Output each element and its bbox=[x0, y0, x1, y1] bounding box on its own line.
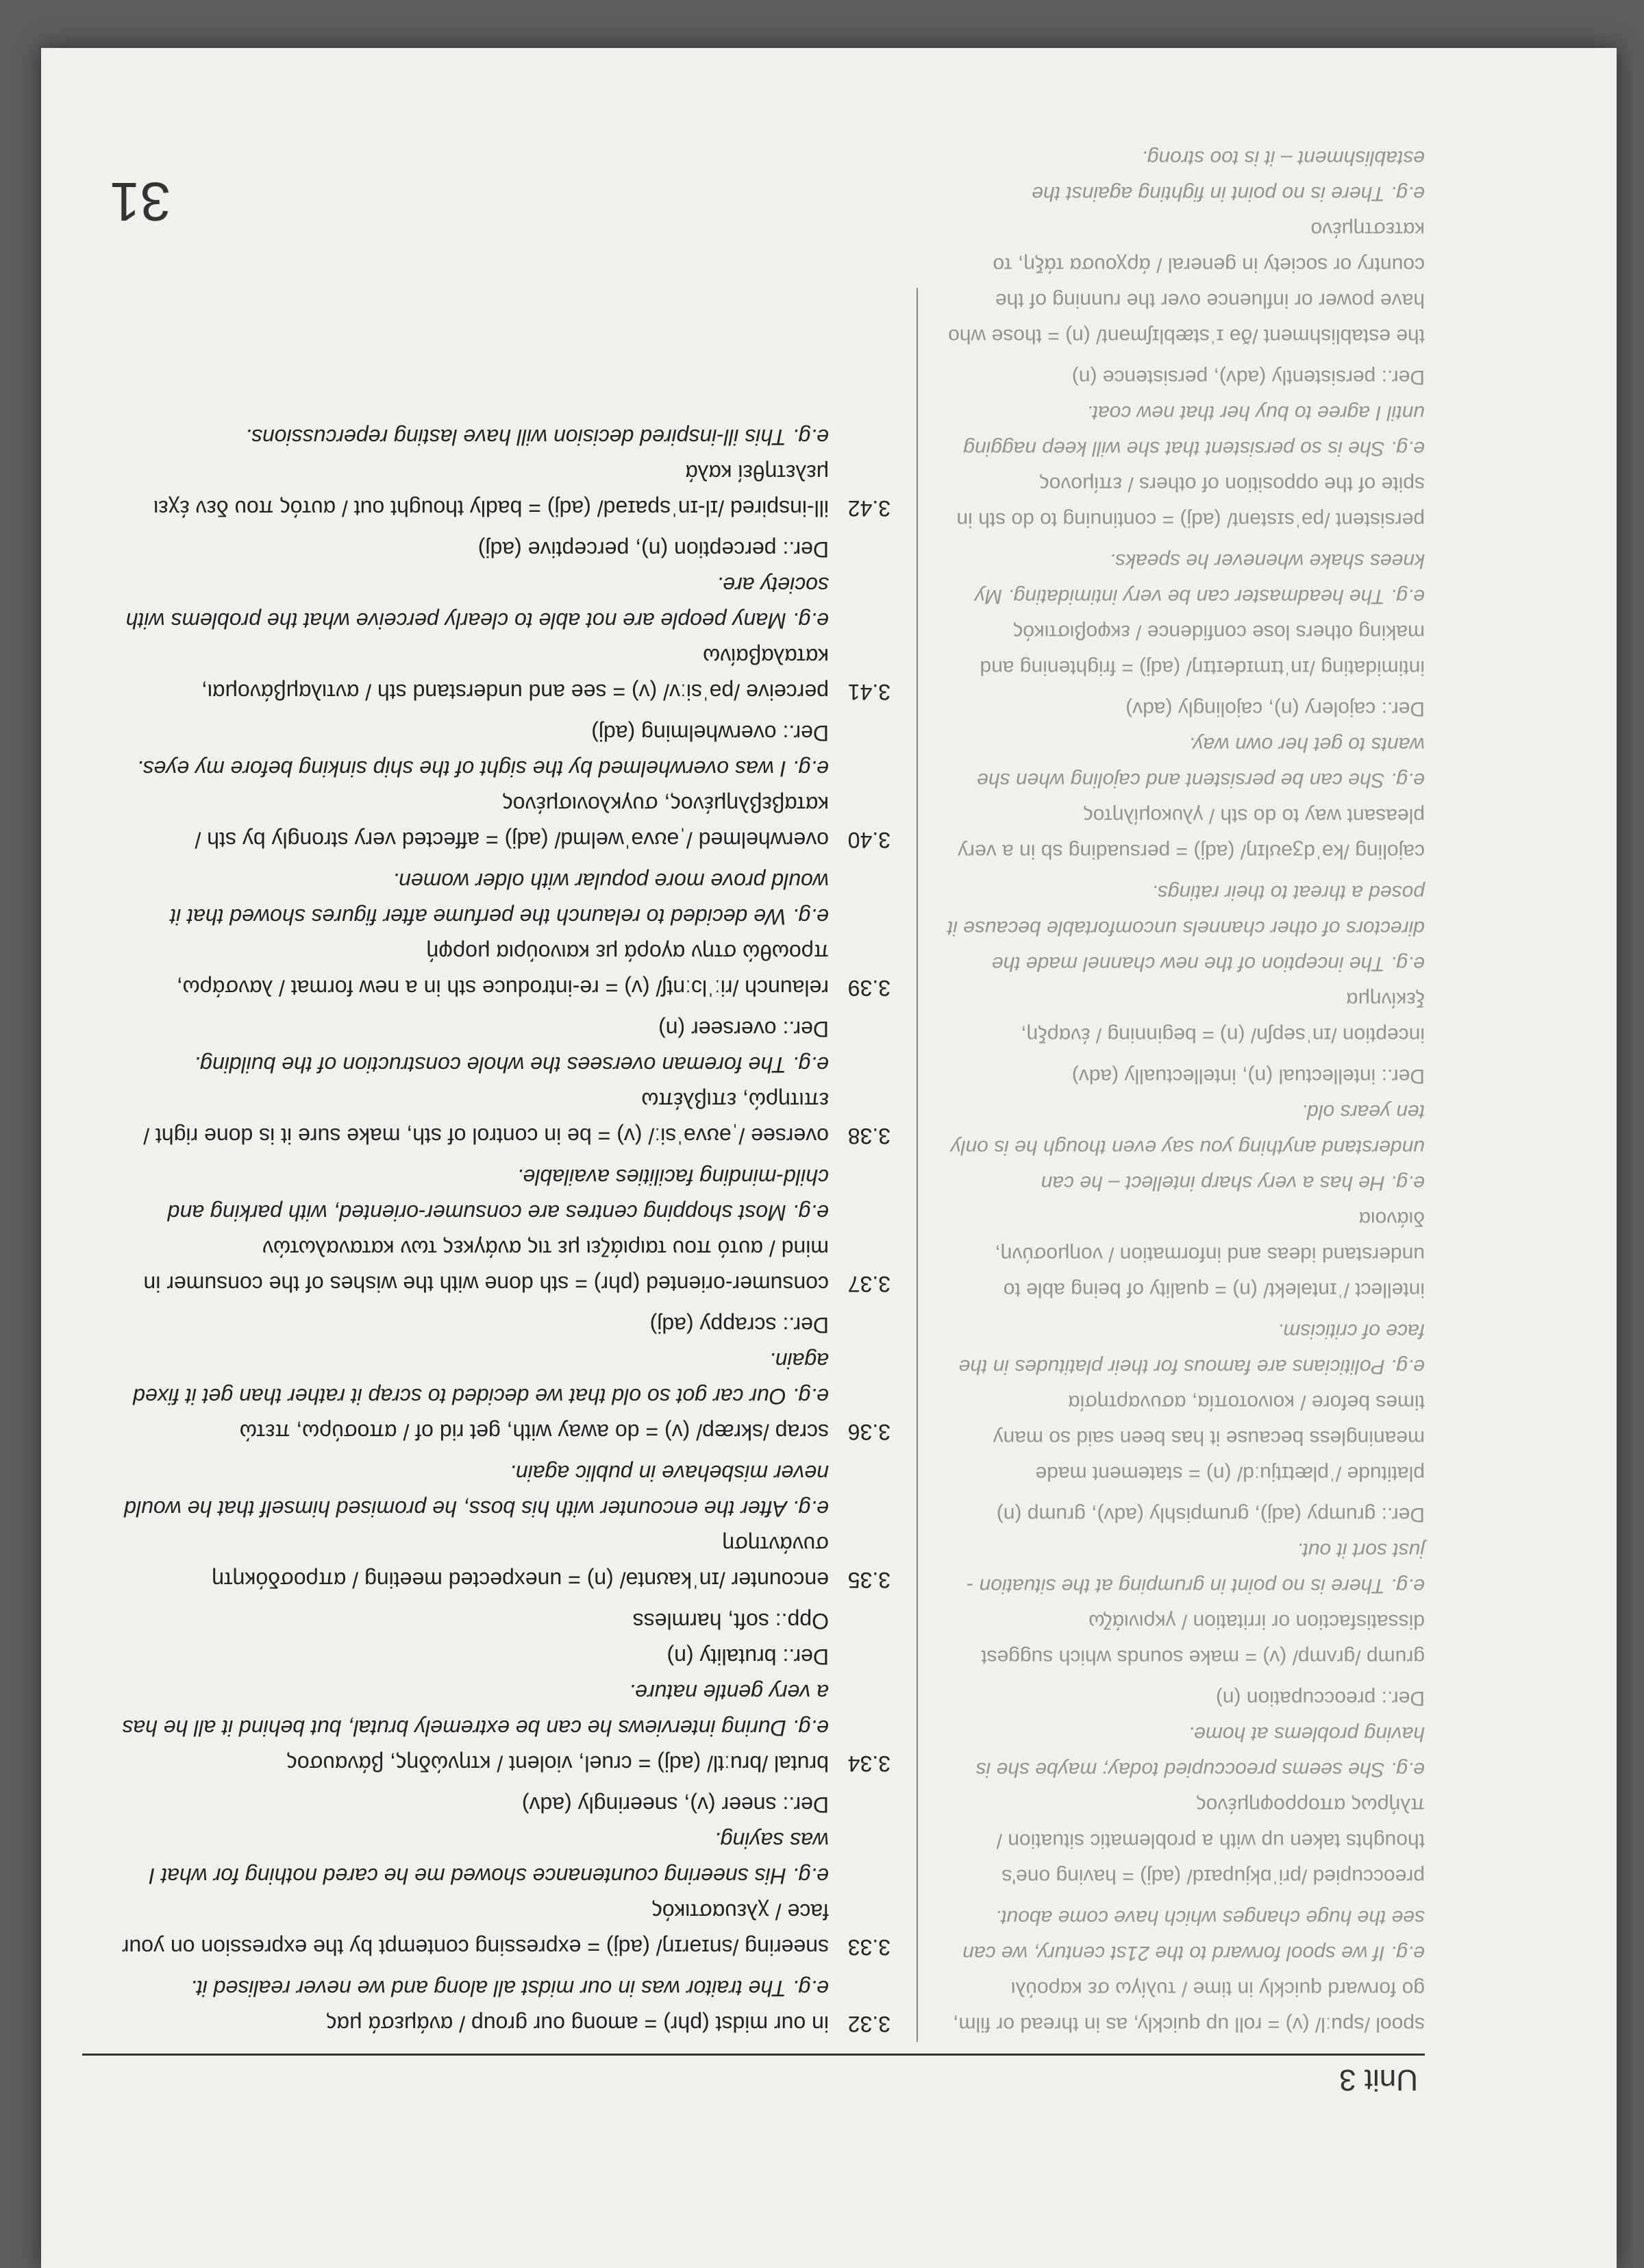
entry-derivatives: Der.: perception (n), perceptive (adj) bbox=[477, 537, 829, 562]
left_entries-entry bbox=[945, 1680, 1425, 1894]
left_entries-entry bbox=[945, 140, 1425, 354]
entry-definition: in our midst (phr) = among our group / ανάμεσά μας bbox=[326, 2012, 829, 2036]
entry-example: e.g. She can be persistent and cajoling when she wants to get her own way. bbox=[977, 733, 1425, 791]
entry-example: e.g. She is so persistent that she will keep nagging until I agree to buy her that new coat. bbox=[963, 402, 1425, 460]
entry-example: e.g. Politicians are famous for their platitudes in the face of criticism. bbox=[958, 1320, 1425, 1378]
right_entries-entry bbox=[110, 1159, 891, 1302]
entry-definition: grump /ɡrʌmp/ (v) = make sounds which suggest dissatisfaction or irritation / γκρινιάζω bbox=[981, 1610, 1425, 1668]
entry-definition: encounter /ɪnˈkaʊntə/ (n) = unexpected meeting / απροσδόκητη συνάντηση bbox=[212, 1532, 829, 1592]
entry-definition: the establishment /ðə ɪˈstæblɪʃmənt/ (n) = those who have power or influence over the running of the country or society in general / άρχουσα τάξη, το κατεστημένο bbox=[948, 218, 1425, 347]
entry-definition: scrap /skræp/ (v) = do away with, get rid of / αποσύρω, πετώ bbox=[239, 1420, 829, 1444]
left_entries-entry bbox=[945, 1313, 1425, 1491]
entry-derivatives: Der.: sneer (v), sneeringly (adv) bbox=[521, 1792, 829, 1817]
entry-derivatives: Der.: intellectual (n), intellectually (adv) bbox=[1071, 1065, 1425, 1087]
entry-derivatives: Der.: persistently (adv), persistence (n) bbox=[1071, 366, 1425, 389]
entry-definition: persistent /pəˈsɪstənt/ (adj) = continuing to do sth in spite of the opposition of others / επίμονος bbox=[956, 473, 1425, 531]
entry-opposites: Opp.: soft, harmless bbox=[632, 1609, 829, 1634]
entry-number: 3.36 bbox=[847, 1420, 891, 1444]
entry-example: e.g. I was overwhelmed by the sight of the ship sinking before my eyes. bbox=[136, 756, 829, 781]
entry-definition: oversee /ˌəʊvəˈsiː/ (v) = be in control of sth, make sure it is done right / επιτηρώ, επιβλέπω bbox=[143, 1088, 829, 1148]
left_entries-entry bbox=[945, 1899, 1425, 2042]
entry-definition: cajoling /kəˈdʒəʊlɪŋ/ (adj) = persuading sb in a very pleasant way to do sth / γλυκομίλητος bbox=[958, 804, 1425, 863]
right_entries-entry bbox=[110, 1603, 891, 1782]
entry-definition: intimidating /ɪnˈtɪmɪdeɪtɪŋ/ (adj) = frightening and making others lose confidence / εκφοβιστικός bbox=[980, 621, 1425, 679]
entry-number: 3.42 bbox=[847, 496, 891, 521]
entry-example: e.g. Many people are not able to clearly perceive what the problems with society are. bbox=[125, 573, 829, 633]
entry-definition: brutal /bruːtl/ (adj) = cruel, violent / κτηνώδης, βάναυσος bbox=[286, 1751, 829, 1776]
entry-number: 3.32 bbox=[847, 2012, 891, 2036]
entry-definition: preoccupied /priˈɒkjupaɪd/ (adj) = having one's thoughts taken up with a problematic situation / πλήρως απορροφημένος bbox=[996, 1794, 1425, 1888]
right_entries-entry bbox=[110, 1307, 891, 1450]
right_entries-entry bbox=[110, 419, 891, 526]
entry-number: 3.33 bbox=[847, 1935, 891, 1960]
entry-example: e.g. During interviews he can be extremely brutal, but behind it all he has a very gentle nature. bbox=[122, 1680, 829, 1740]
entry-number: 3.38 bbox=[847, 1124, 891, 1148]
left_entries-entry bbox=[945, 691, 1425, 869]
right-column bbox=[110, 414, 891, 2042]
entry-number: 3.37 bbox=[847, 1272, 891, 1296]
entry-definition: platitude /ˈplætɪtjuːd/ (n) = statement made meaningless because it has been said so many times before / κοινοτοπία, ασυναρτησία bbox=[993, 1391, 1425, 1485]
entry-example: e.g. After the encounter with his boss, he promised himself that he would never misbehave in public again. bbox=[124, 1461, 829, 1521]
entry-derivatives: Der.: grumpy (adj), grumpishly (adv), grump (n) bbox=[996, 1503, 1425, 1526]
entry-definition: consumer-oriented (phr) = sth done with the wishes of the consumer in mind / αυτό που ταιριάζει με τις ανάγκες των καταναλωτών bbox=[143, 1236, 829, 1296]
entry-number: 3.41 bbox=[847, 680, 891, 704]
right_entries-entry bbox=[110, 1787, 891, 1965]
entry-example: e.g. The inception of the new channel made the directors of other channels uncomfortable because it posed a threat to their ratings. bbox=[947, 881, 1425, 975]
unit-label: Unit 3 bbox=[1339, 2063, 1418, 2097]
entry-definition: spool /spuːl/ (v) = roll up quickly, as in thread or film, go forward quickly in time / τυλίγω σε καρούλι bbox=[953, 1977, 1425, 2036]
entry-derivatives: Der.: preoccupation (n) bbox=[1215, 1687, 1425, 1710]
right_entries-entry bbox=[110, 532, 891, 710]
right_entries-entry bbox=[110, 1455, 891, 1598]
left_entries-entry bbox=[945, 359, 1425, 537]
entry-definition: overwhelmed /ˌəʊvəˈwelmd/ (adj) = affected very strongly by sth / καταβεβλημένος, συγκλονισμένος bbox=[195, 792, 829, 852]
entry-number: 3.35 bbox=[847, 1568, 891, 1592]
left_entries-entry bbox=[945, 543, 1425, 685]
entry-number: 3.34 bbox=[847, 1751, 891, 1776]
entry-example: e.g. This ill-inspired decision will have lasting repercussions. bbox=[245, 425, 829, 449]
entry-derivatives: Der.: overseer (n) bbox=[658, 1017, 829, 1041]
entry-definition: intellect /ˈɪntəlekt/ (n) = quality of being able to understand ideas and information / νοημοσύνη, διάνοια bbox=[995, 1207, 1425, 1301]
entry-example: e.g. He has a very sharp intellect – he can understand anything you say even though he is only ten years old. bbox=[950, 1100, 1425, 1194]
header-rule bbox=[82, 2054, 1425, 2056]
entry-derivatives: Der.: scrappy (adj) bbox=[649, 1313, 829, 1338]
entry-definition: ill-inspired /ɪl-ɪnˈspaɪəd/ (adj) = badly thought out / αυτός που δεν έχει μελετηθεί καλά bbox=[153, 460, 829, 521]
entry-example: e.g. If we spool forward to the 21st century, we can see the huge changes which have come about. bbox=[962, 1906, 1425, 1964]
page-number: 31 bbox=[110, 171, 171, 232]
entry-number: 3.40 bbox=[847, 828, 891, 852]
entry-example: e.g. His sneering countenance showed me he cared nothing for what I was saying. bbox=[149, 1828, 829, 1888]
entry-example: e.g. She seems preoccupied today; maybe she is having problems at home. bbox=[975, 1723, 1425, 1781]
entry-example: e.g. The headmaster can be very intimidating. My knees shake whenever he speaks. bbox=[975, 550, 1425, 608]
left_entries-entry bbox=[945, 1496, 1425, 1675]
left-column bbox=[945, 134, 1425, 2042]
entry-example: e.g. The traitor was in our midst all along and we never realised it. bbox=[190, 1976, 829, 2001]
entry-derivatives: Der.: cajolery (n), cajolingly (adv) bbox=[1125, 698, 1425, 720]
entry-example: e.g. Most shopping centres are consumer-oriented, with parking and child-minding facilities available. bbox=[167, 1165, 829, 1225]
entry-definition: sneering /snɪərɪŋ/ (adj) = expressing contempt by the expression on your face / χλευαστικός bbox=[121, 1899, 829, 1960]
entry-definition: perceive /pəˈsiːv/ (v) = see and understand sth / αντιλαμβάνομαι, καταλαβαίνω bbox=[201, 644, 829, 704]
entry-example: e.g. There is no point in grumping at the situation - just sort it out. bbox=[967, 1539, 1425, 1597]
entry-number: 3.39 bbox=[847, 976, 891, 1000]
column-divider bbox=[917, 288, 918, 2042]
entry-definition: relaunch /riːˈlɔːntʃ/ (v) = re-introduce sth in a new format / λανσάρω, προωθώ στην αγορά με καινούρια μορφή bbox=[176, 940, 829, 1000]
entry-example: e.g. We decided to relaunch the perfume after figures showed that it would prove more popular with older women. bbox=[170, 869, 829, 929]
right_entries-entry bbox=[110, 1011, 891, 1154]
entry-example: e.g. Our car got so old that we decided to scrap it rather than get it fixed again. bbox=[133, 1348, 829, 1409]
right_entries-entry bbox=[110, 1971, 891, 2042]
entry-example: e.g. There is no point in fighting against the establishment – it is too strong. bbox=[1032, 147, 1425, 205]
entry-derivatives: Der.: overwhelming (adj) bbox=[591, 721, 829, 745]
right_entries-entry bbox=[110, 715, 891, 858]
left_entries-entry bbox=[945, 874, 1425, 1052]
right_entries-entry bbox=[110, 863, 891, 1006]
entry-derivatives: Der.: brutality (n) bbox=[667, 1644, 829, 1669]
entry-example: e.g. The foreman oversees the whole construction of the building. bbox=[194, 1052, 829, 1077]
left_entries-entry bbox=[945, 1058, 1425, 1307]
entry-definition: inception /ɪnˈsepʃn/ (n) = beginning / έναρξη, ξεκίνημα bbox=[1021, 988, 1425, 1046]
